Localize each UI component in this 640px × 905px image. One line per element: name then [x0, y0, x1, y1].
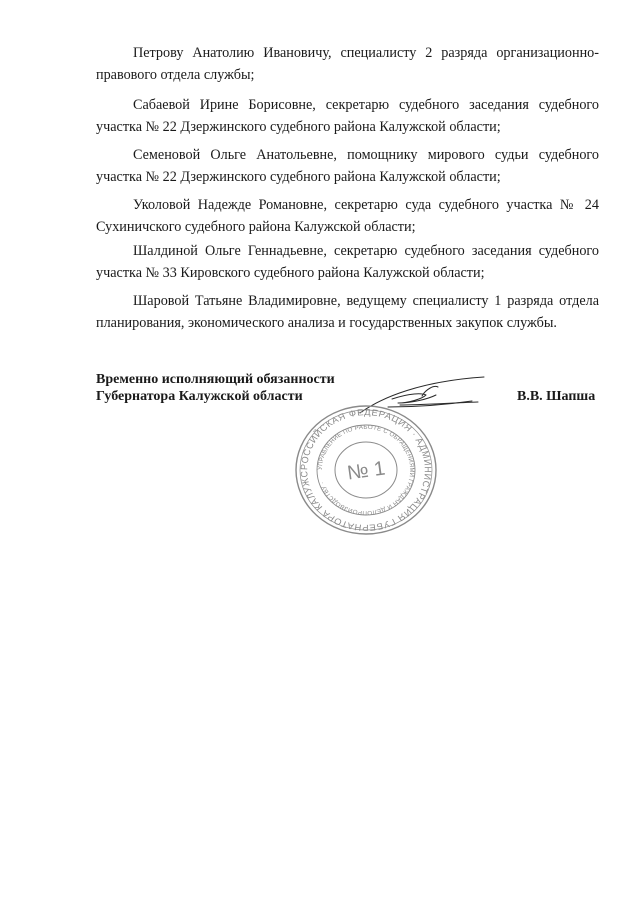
signatory-name: В.В. Шапша — [517, 389, 596, 404]
seal-inner-text: УПРАВЛЕНИЕ ПО РАБОТЕ С ОБРАЩЕНИЯМИ ГРАЖДАН И ДЕЛОПРОИЗВОДСТВУ · — [316, 423, 416, 517]
paragraph-sharova: Шаровой Татьяне Владимировне, ведущему специалисту 1 разряда отдела планирования, экономического анализа и государственных закупок службы. — [96, 293, 599, 331]
seal-outer-text: РОССИЙСКАЯ ФЕДЕРАЦИЯ · АДМИНИСТРАЦИЯ ГУБЕРНАТОРА КАЛУЖС — [298, 407, 434, 533]
paragraph-semenova: Семеновой Ольге Анатольевне, помощнику мирового судьи судебного участка № 22 Дзержинского судебного района Калужской области; — [96, 147, 599, 185]
paragraph-petrov: Петрову Анатолию Ивановичу, специалисту 2 разряда организационно-правового отдела службы; — [96, 45, 599, 83]
signatory-position-line-2: Губернатора Калужской области — [96, 389, 303, 404]
signatory-position-line-1: Временно исполняющий обязанности — [96, 372, 335, 387]
paragraph-ukolova: Уколовой Надежде Романовне, секретарю суда судебного участка № 24 Сухиничского судебного района Калужской области; — [96, 197, 599, 235]
paragraph-sabaeva: Сабаевой Ирине Борисовне, секретарю судебного заседания судебного участка № 22 Дзержинского судебного района Калужской области; — [96, 97, 599, 135]
signatory-position — [96, 371, 335, 405]
seal-number: № 1 — [345, 457, 387, 485]
official-seal — [290, 403, 442, 537]
paragraph-shaldina: Шалдиной Ольге Геннадьевне, секретарю судебного заседания судебного участка № 33 Кировского судебного района Калужской области; — [96, 243, 599, 281]
